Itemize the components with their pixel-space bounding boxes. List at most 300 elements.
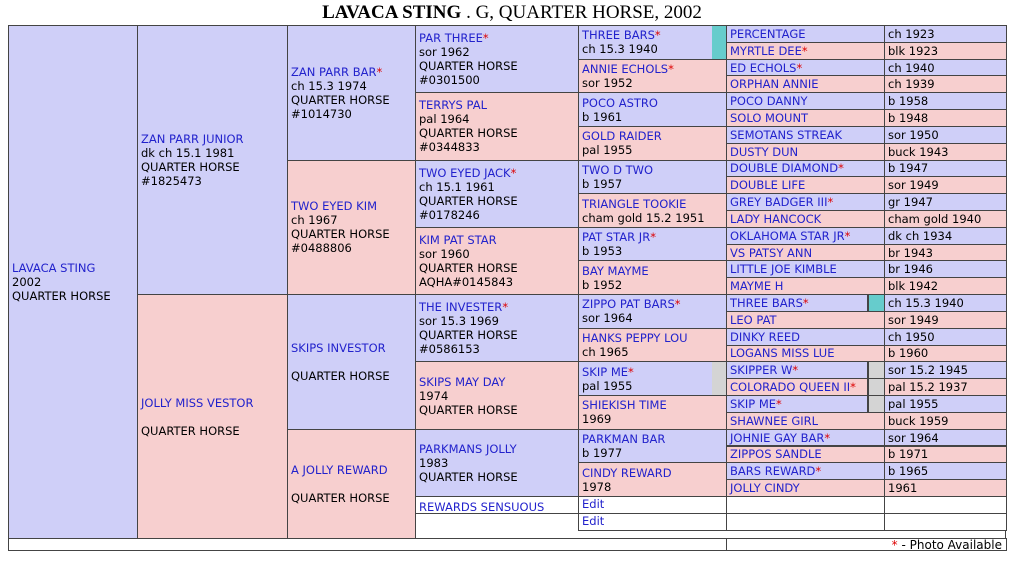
gen5-horse-info: cham gold 15.2 1951 (582, 210, 705, 225)
gen4-horse-info-line: ch 15.1 1961 (419, 179, 495, 194)
gen5-horse-cell (578, 193, 727, 228)
gen4-horse-photo-icon: * (482, 31, 489, 46)
gen6-horse-photo-icon: * (827, 195, 834, 210)
gen4-horse-name-line (419, 300, 575, 314)
photo-marker (868, 294, 885, 312)
gen3-horse-photo-icon: * (376, 64, 383, 79)
gen5-horse-cell (578, 260, 727, 295)
gen6-horse-name-cell (726, 160, 885, 178)
gen6-horse-name-line (730, 313, 881, 327)
gen6-horse-name-cell (726, 462, 885, 480)
gen6-horse-name-cell (726, 361, 868, 379)
gen5-horse-name-link[interactable]: SKIP ME (582, 364, 629, 379)
gen4-horse-name-line (419, 233, 575, 247)
gen4-horse-info-line: #0301500 (419, 73, 480, 88)
gen4-horse-name-line (419, 98, 575, 112)
gen1-horse-name-link[interactable]: LAVACA STING (12, 261, 96, 275)
gen6-horse-info: pal 15.2 1937 (888, 380, 968, 395)
gen4-horse-info-line: QUARTER HORSE (419, 260, 518, 275)
gen6-horse-info: ch 1940 (888, 60, 935, 75)
gen6-horse-name-cell (726, 75, 885, 93)
horse-name-title: LAVACA STING (322, 2, 462, 23)
gen4-horse-info-line: 1983 (419, 455, 449, 470)
gen6-horse-name-line (730, 380, 864, 394)
gen5-horse-name-link[interactable]: ANNIE ECHOLS (582, 61, 669, 76)
gen6-horse-info-cell (884, 446, 1007, 464)
gen5-horse-info: sor 1964 (582, 311, 633, 326)
gen6-horse-info-cell (884, 210, 1007, 228)
gen5-horse-name-line (582, 497, 723, 511)
gen6-horse-name-line (730, 145, 881, 159)
gen6-horse-info: b 1948 (888, 111, 929, 125)
gen6-horse-info: buck 1959 (888, 413, 949, 428)
gen6-horse-info-cell (884, 25, 1007, 43)
gen6-horse-name-cell (726, 59, 885, 77)
gen6-horse-name-link[interactable]: DOUBLE LIFE (730, 178, 806, 193)
gen3-horse-info-line: QUARTER HORSE (291, 368, 390, 383)
gen5-horse-name-link[interactable]: TWO D TWO (582, 162, 654, 177)
gen4-horse-info-line: sor 15.3 1969 (419, 314, 499, 329)
gen6-horse-name-cell (726, 227, 885, 245)
gen6-horse-photo-icon: * (792, 363, 799, 378)
gen6-horse-photo-icon: * (802, 296, 809, 311)
gen4-horse-name-link[interactable]: KIM PAT STAR (419, 232, 497, 247)
gen6-horse-info: b 1947 (888, 161, 929, 176)
gen6-horse-name-line (730, 431, 881, 445)
gen4-horse-name-link[interactable]: TWO EYED JACK (419, 165, 511, 180)
gen6-horse-name-link[interactable]: SHAWNEE GIRL (730, 413, 819, 428)
gen6-horse-info: cham gold 1940 (888, 211, 982, 226)
gen6-horse-info-cell (884, 92, 1007, 110)
gen5-horse-name-link[interactable]: Edit (582, 513, 605, 528)
gen6-horse-info: b 1971 (888, 447, 929, 462)
gen6-horse-info: blk 1923 (888, 43, 939, 58)
gen5-horse-info: pal 1955 (582, 143, 633, 158)
gen6-horse-name-link[interactable]: LEO PAT (730, 312, 777, 327)
gen6-horse-name-link[interactable]: LITTLE JOE KIMBLE (730, 262, 837, 277)
photo-marker (868, 395, 885, 413)
gen6-horse-name-cell (726, 193, 885, 211)
gen4-horse-name-link[interactable]: THE INVESTER (419, 300, 503, 315)
gen6-horse-info-cell (884, 109, 1007, 127)
edit-cell (578, 513, 727, 531)
photo-marker (712, 26, 726, 59)
gen6-horse-name-link[interactable]: JOHNIE GAY BAR (730, 430, 825, 445)
gen6-horse-name-link[interactable]: LADY HANCOCK (730, 211, 822, 226)
gen4-horse-name-line (419, 166, 575, 180)
gen5-horse-cell (578, 462, 727, 497)
gen6-horse-info-cell (884, 345, 1007, 363)
gen5-horse-cell (578, 92, 727, 127)
gen6-horse-photo-icon: * (824, 430, 831, 445)
gen1-horse-info-line: QUARTER HORSE (12, 289, 111, 303)
gen4-horse-photo-icon: * (502, 300, 509, 315)
gen4-horse-name-line (419, 500, 575, 514)
legend-cell (726, 538, 1007, 551)
legend-text: - Photo Available (897, 538, 1002, 551)
gen6-horse-name-link[interactable]: COLORADO QUEEN II (730, 380, 851, 395)
gen4-horse-cell (415, 294, 579, 362)
gen6-horse-info: br 1946 (888, 262, 933, 277)
gen6-horse-info-cell (884, 42, 1007, 60)
gen6-horse-name-cell (726, 143, 885, 161)
gen5-horse-name-line (582, 432, 723, 446)
gen4-horse-info-line: QUARTER HORSE (419, 126, 518, 141)
gen4-horse-name-link[interactable]: SKIPS MAY DAY (419, 374, 506, 389)
gen5-horse-cell (578, 227, 727, 262)
gen6-horse-name-link[interactable]: ORPHAN ANNIE (730, 77, 819, 92)
gen3-horse-name-line (291, 65, 412, 79)
gen6-horse-name-line (730, 397, 864, 411)
gen4-horse-info-line: #0344833 (419, 140, 480, 155)
gen5-horse-info: 1978 (582, 479, 612, 494)
gen4-horse-info-line: 1974 (419, 388, 449, 403)
gen6-horse-info: ch 15.3 1940 (888, 296, 964, 311)
gen6-horse-info-cell (884, 260, 1007, 278)
gen6-horse-name-link[interactable]: ED ECHOLS (730, 60, 797, 75)
gen6-horse-info-cell (884, 361, 1007, 379)
gen6-horse-name-cell (726, 277, 885, 295)
gen5-horse-name-line (582, 264, 723, 278)
gen6-horse-photo-icon: * (850, 380, 856, 395)
gen6-horse-photo-icon: * (815, 464, 822, 479)
legend-line (730, 538, 1002, 551)
gen4-horse-info-line: QUARTER HORSE (419, 402, 518, 417)
gen5-horse-name-link[interactable]: THREE BARS (582, 28, 655, 43)
gen3-horse-info-line: QUARTER HORSE (291, 227, 390, 242)
gen6-horse-name-line (730, 195, 881, 209)
gen5-horse-cell (578, 361, 727, 396)
gen5-horse-name-link[interactable]: GOLD RAIDER (582, 129, 662, 144)
gen5-horse-name-link[interactable]: POCO ASTRO (582, 95, 658, 110)
gen3-horse-name-line (291, 199, 412, 213)
gen3-horse-info-line: #1014730 (291, 106, 352, 121)
gen6-horse-name-line (730, 161, 881, 175)
gen5-horse-name-link[interactable]: SHIEKISH TIME (582, 398, 667, 413)
gen3-horse-info-line: ch 15.3 1974 (291, 78, 367, 93)
gen6-horse-name-line (730, 44, 881, 58)
gen3-horse-info-line (291, 355, 412, 369)
gen2-horse-info-line: QUARTER HORSE (141, 423, 240, 438)
gen5-horse-info: ch 15.3 1940 (582, 42, 658, 57)
gen3-horse-info-line: QUARTER HORSE (291, 490, 390, 505)
gen6-horse-name-link[interactable]: PERCENTAGE (730, 26, 806, 41)
gen6-horse-name-link[interactable]: SEMOTANS STREAK (730, 127, 843, 142)
gen6-horse-info-cell (884, 160, 1007, 178)
gen6-horse-name-line (730, 481, 881, 495)
gen6-horse-name-line (730, 128, 881, 142)
gen6-horse-name-line (730, 346, 881, 360)
gen3-horse-name-link[interactable]: ZAN PARR BAR (291, 64, 377, 79)
gen6-horse-info-cell (884, 311, 1007, 329)
legend-star-icon: * (891, 538, 898, 551)
gen6-horse-name-line (730, 464, 881, 478)
gen5-horse-name-link[interactable]: HANKS PEPPY LOU (582, 331, 688, 346)
gen6-horse-name-cell (726, 328, 885, 346)
gen6-horse-photo-icon: * (844, 228, 851, 243)
gen5-horse-cell (578, 395, 727, 430)
gen5-horse-photo-icon: * (674, 297, 681, 312)
gen6-horse-info: b 1965 (888, 464, 929, 479)
gen1-horse-cell (8, 25, 138, 539)
gen5-horse-info: ch 1965 (582, 345, 629, 360)
gen6-horse-name-cell (726, 446, 885, 464)
gen5-horse-photo-icon: * (668, 61, 674, 76)
gen6-horse-info: b 1958 (888, 94, 929, 109)
gen6-horse-info-cell (884, 378, 1007, 396)
gen3-horse-info-line: ch 1967 (291, 213, 338, 228)
gen5-horse-name-link[interactable]: PARKMAN BAR (582, 431, 666, 446)
gen5-horse-name-link[interactable]: Edit (582, 496, 605, 511)
horse-description-title: . G, QUARTER HORSE, 2002 (461, 2, 702, 23)
gen6-horse-name-line (730, 296, 864, 310)
empty-cell (884, 513, 1007, 531)
gen4-horse-name-line (419, 31, 575, 45)
gen6-horse-info: sor 1950 (888, 127, 939, 142)
gen1-horse-name-line (12, 261, 134, 275)
gen3-horse-info-line: QUARTER HORSE (291, 92, 390, 107)
gen6-horse-photo-icon: * (796, 60, 803, 75)
page-title (0, 2, 1024, 24)
gen6-horse-name-line (730, 212, 881, 226)
gen6-horse-name-link[interactable]: LOGANS MISS LUE (730, 346, 835, 361)
gen6-horse-name-cell (726, 109, 885, 127)
gen6-horse-info-cell (884, 294, 1007, 312)
gen2-horse-info-line: QUARTER HORSE (141, 160, 240, 175)
gen6-horse-info-cell (884, 328, 1007, 346)
gen4-horse-name-link[interactable]: PAR THREE (419, 31, 483, 46)
gen5-horse-info: b 1961 (582, 109, 623, 124)
gen5-horse-photo-icon: * (650, 230, 656, 245)
gen6-horse-name-link[interactable]: JOLLY CINDY (730, 481, 800, 496)
gen3-horse-name-link[interactable]: SKIPS INVESTOR (291, 340, 386, 355)
gen5-horse-cell (578, 328, 727, 363)
gen6-horse-photo-icon: * (776, 396, 782, 411)
gen6-horse-info: sor 1964 (888, 430, 939, 445)
gen5-horse-name-line (582, 514, 723, 528)
gen6-horse-info-cell (884, 412, 1007, 430)
gen5-horse-name-line (582, 230, 723, 244)
gen6-horse-info: br 1943 (888, 245, 933, 260)
gen5-horse-info: 1969 (582, 412, 612, 427)
gen6-horse-info: buck 1943 (888, 144, 949, 159)
gen6-horse-info-cell (884, 277, 1007, 295)
empty-cell (726, 513, 885, 531)
gen6-horse-info-cell (884, 193, 1007, 211)
gen5-horse-cell (578, 160, 727, 195)
gen6-horse-info: ch 1950 (888, 329, 935, 344)
gen2-horse-name-link[interactable]: JOLLY MISS VESTOR (141, 395, 254, 410)
gen6-horse-name-cell (726, 210, 885, 228)
gen6-horse-name-cell (726, 42, 885, 60)
gen4-horse-photo-icon: * (510, 165, 517, 180)
gen4-horse-cell (415, 227, 579, 295)
gen6-horse-info: gr 1947 (888, 195, 933, 210)
gen6-horse-info: ch 1923 (888, 26, 935, 41)
gen6-horse-name-line (730, 111, 881, 125)
gen6-horse-name-cell (726, 345, 885, 363)
gen5-horse-name-link[interactable]: TRIANGLE TOOKIE (582, 196, 687, 211)
gen5-horse-name-line (582, 197, 723, 211)
edit-cell (578, 496, 727, 514)
gen6-horse-name-cell (726, 126, 885, 144)
gen5-horse-name-line (582, 331, 723, 345)
gen4-horse-name-link[interactable]: PARKMANS JOLLY (419, 441, 517, 456)
gen6-horse-name-cell (726, 395, 868, 413)
gen4-horse-info-line: AQHA#0145843 (419, 274, 514, 289)
gen6-horse-name-link[interactable]: BARS REWARD (730, 464, 816, 479)
gen5-horse-name-line (582, 163, 723, 177)
gen6-horse-info-cell (884, 395, 1007, 413)
gen5-horse-name-link[interactable]: PAT STAR JR (582, 230, 651, 245)
gen5-horse-info: b 1957 (582, 176, 623, 191)
gen3-horse-cell (287, 429, 416, 539)
gen6-horse-info: sor 1949 (888, 178, 939, 193)
gen5-horse-photo-icon: * (628, 364, 634, 379)
gen4-horse-info-line: QUARTER HORSE (419, 59, 518, 74)
gen6-horse-name-link[interactable]: DUSTY DUN (730, 144, 799, 159)
gen5-horse-name-line (582, 297, 723, 311)
gen2-horse-info-line: #1825473 (141, 174, 202, 189)
gen2-horse-info-line (141, 410, 284, 424)
gen5-horse-name-link[interactable]: CINDY REWARD (582, 465, 672, 480)
gen4-horse-info-line: QUARTER HORSE (419, 469, 518, 484)
gen4-horse-info-line: QUARTER HORSE (419, 328, 518, 343)
gen4-horse-info-line: pal 1964 (419, 112, 470, 127)
gen5-horse-name-line (582, 466, 723, 480)
gen6-horse-name-link[interactable]: GREY BADGER III (730, 195, 828, 210)
gen6-horse-info: 1961 (888, 481, 918, 496)
gen4-horse-cell (415, 496, 579, 514)
gen4-horse-name-line (419, 442, 575, 456)
gen6-horse-info: dk ch 1934 (888, 228, 953, 243)
gen6-horse-name-line (730, 61, 881, 75)
gen5-horse-name-link[interactable]: ZIPPO PAT BARS (582, 297, 675, 312)
gen6-horse-name-line (730, 246, 881, 260)
gen6-horse-name-link[interactable]: OKLAHOMA STAR JR (730, 228, 845, 243)
gen5-horse-cell (578, 59, 727, 94)
gen6-horse-name-link[interactable]: MYRTLE DEE (730, 43, 802, 58)
gen6-horse-name-link[interactable]: THREE BARS (730, 296, 803, 311)
gen5-horse-name-line (582, 28, 723, 42)
gen5-horse-name-line (582, 365, 723, 379)
gen6-horse-name-line (730, 447, 881, 461)
gen5-horse-name-line (582, 129, 723, 143)
gen5-horse-info: b 1952 (582, 277, 623, 292)
gen5-horse-cell (578, 126, 727, 161)
gen6-horse-name-link[interactable]: MAYME H (730, 279, 784, 294)
gen2-horse-name-line (141, 396, 284, 410)
gen6-horse-name-line (730, 77, 881, 91)
gen4-horse-cell (415, 25, 579, 93)
photo-marker (868, 361, 885, 379)
gen3-horse-name-link[interactable]: TWO EYED KIM (291, 199, 378, 214)
gen6-horse-photo-icon: * (801, 43, 808, 58)
gen3-horse-info-line (291, 477, 412, 491)
gen6-horse-name-cell (726, 311, 885, 329)
gen4-horse-info-line: sor 1960 (419, 246, 470, 261)
gen2-horse-name-link[interactable]: ZAN PARR JUNIOR (141, 132, 244, 147)
gen4-horse-cell (415, 160, 579, 228)
gen6-horse-info-cell (884, 244, 1007, 262)
gen6-horse-name-link[interactable]: SKIPPER W (730, 363, 793, 378)
gen2-horse-cell (137, 25, 288, 295)
gen6-horse-name-line (730, 178, 881, 192)
gen6-horse-name-link[interactable]: DOUBLE DIAMOND (730, 161, 839, 176)
empty-cell (726, 496, 885, 514)
gen6-horse-info-cell (884, 126, 1007, 144)
gen6-horse-name-line (730, 330, 881, 344)
gen6-horse-name-cell (726, 294, 868, 312)
gen6-horse-info-cell (884, 462, 1007, 480)
gen5-horse-cell (578, 294, 727, 329)
gen6-horse-name-line (730, 94, 881, 108)
gen6-horse-info-cell (884, 227, 1007, 245)
gen4-horse-name-link[interactable]: REWARDS SENSUOUS (419, 499, 545, 514)
empty-cell (884, 496, 1007, 514)
gen6-horse-info: ch 1939 (888, 77, 935, 92)
gen4-horse-info-line: #0586153 (419, 342, 480, 357)
gen6-horse-name-cell (726, 244, 885, 262)
gen3-horse-name-line (291, 463, 412, 477)
gen6-horse-name-link[interactable]: VS PATSY ANN (730, 245, 813, 260)
gen6-horse-name-cell (726, 412, 885, 430)
gen6-horse-photo-icon: * (838, 161, 844, 176)
gen5-horse-info: b 1953 (582, 244, 623, 259)
gen6-horse-info-cell (884, 59, 1007, 77)
gen5-horse-cell (578, 25, 727, 60)
gen3-horse-name-link[interactable]: A JOLLY REWARD (291, 462, 388, 477)
gen3-horse-cell (287, 294, 416, 430)
gen6-horse-info: blk 1942 (888, 279, 939, 294)
gen6-horse-info: pal 1955 (888, 396, 939, 411)
gen1-horse-info-line: 2002 (12, 275, 42, 289)
gen3-horse-name-line (291, 341, 412, 355)
gen6-horse-name-link[interactable]: SOLO MOUNT (730, 111, 809, 125)
gen5-horse-info: pal 1955 (582, 378, 633, 393)
gen4-horse-name-link[interactable]: TERRYS PAL (419, 98, 487, 113)
gen6-horse-name-link[interactable]: DINKY REED (730, 329, 801, 344)
gen6-horse-info-cell (884, 143, 1007, 161)
gen6-horse-name-line (730, 279, 881, 293)
photo-marker (868, 378, 885, 396)
gen6-horse-name-link[interactable]: ZIPPOS SANDLE (730, 447, 822, 462)
gen6-horse-info-cell (884, 176, 1007, 194)
gen5-horse-photo-icon: * (654, 28, 661, 43)
gen4-horse-cell (415, 92, 579, 160)
gen6-horse-name-link[interactable]: POCO DANNY (730, 94, 808, 109)
gen6-horse-name-cell (726, 378, 868, 396)
gen6-horse-info: b 1960 (888, 346, 929, 361)
gen4-horse-info-line: QUARTER HORSE (419, 193, 518, 208)
gen6-horse-name-cell (726, 260, 885, 278)
gen6-horse-name-line (730, 229, 881, 243)
gen4-horse-name-line (419, 375, 575, 389)
gen5-horse-info: b 1977 (582, 445, 623, 460)
gen5-horse-name-link[interactable]: BAY MAYME (582, 263, 649, 278)
gen6-horse-info-cell (884, 75, 1007, 93)
gen3-horse-cell (287, 160, 416, 296)
gen6-horse-name-link[interactable]: SKIP ME (730, 396, 777, 411)
gen6-horse-name-cell (726, 176, 885, 194)
gen5-horse-name-line (582, 398, 723, 412)
gen2-horse-name-line (141, 132, 284, 146)
gen2-horse-cell (137, 294, 288, 539)
gen6-horse-info: sor 15.2 1945 (888, 363, 968, 378)
gen4-horse-cell (415, 429, 579, 497)
gen3-horse-cell (287, 25, 416, 161)
gen6-horse-name-line (730, 27, 881, 41)
